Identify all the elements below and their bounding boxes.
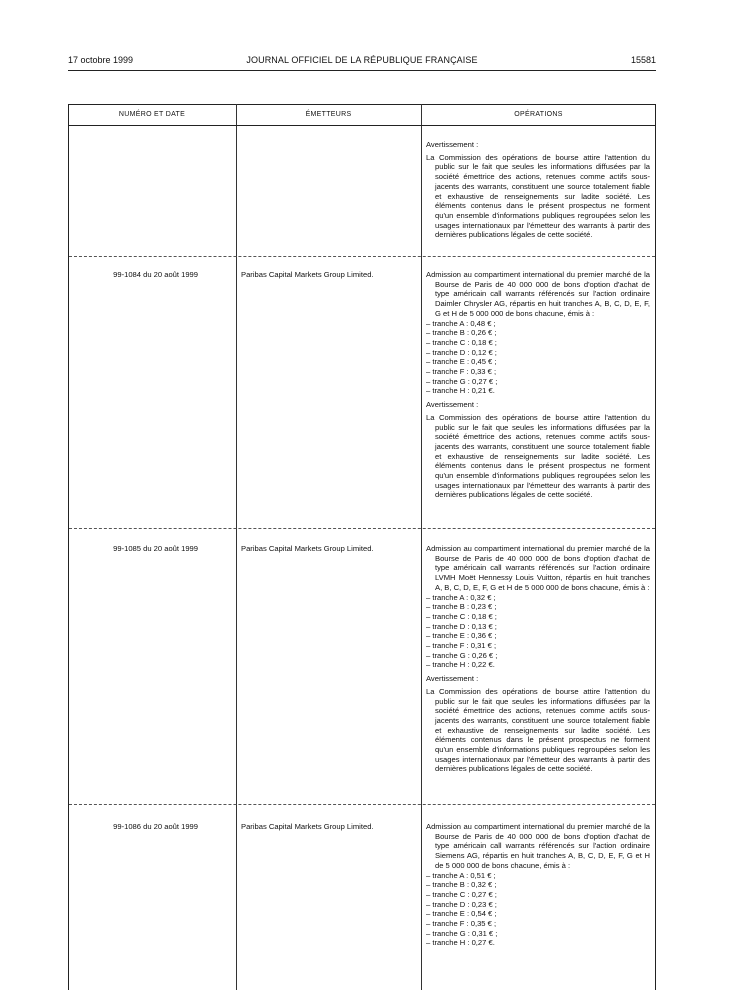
row-issuer: Paribas Capital Markets Group Limited. [241, 544, 374, 553]
column-divider-2 [421, 104, 422, 990]
tranche-item: – tranche C : 0,18 € ; [426, 611, 497, 621]
column-divider-1 [236, 104, 237, 990]
tranche-item: – tranche G : 0,26 € ; [426, 650, 498, 660]
warning-label: Avertissement : [426, 140, 479, 149]
row-operations [426, 544, 650, 774]
admission-text: Admission au compartiment international du premier marché de la Bourse de Paris de 40 000 000 de bons d'option d'achat de type américain call warrants référencés sur l'action ordinaire LVMH Moët Hennessy Louis Vuitton, répartis en huit tranches A, B, C, D, E, F, G et H de 5 000 000 de bons chacune, émis à : [426, 544, 650, 592]
table-header [68, 104, 656, 126]
tranche-item: – tranche G : 0,31 € ; [426, 928, 498, 938]
warning-label: Avertissement : [426, 400, 479, 410]
journal-title: JOURNAL OFFICIEL DE LA RÉPUBLIQUE FRANÇAISE [246, 55, 478, 65]
warning-text: La Commission des opérations de bourse attire l'attention du public sur le fait que seules les informations diffusées par la société émettrice des actions, retenues comme actifs sous-jacents des warrants, constituent une source totalement fiable et exhaustive de renseignements sur ladite société. Les éléments contenus dans le présent prospectus ne forment qu'un ensemble d'informations publiques regroupées selon les usages internationaux par l'émetteur des warrants à partir des dernières publications légales de cette société. [426, 686, 650, 774]
tranche-item: – tranche H : 0,22 €. [426, 660, 495, 670]
tranche-item: – tranche B : 0,32 € ; [426, 880, 497, 890]
column-header-issuers: ÉMETTEURS [305, 111, 352, 118]
column-header-operations: OPÉRATIONS [514, 111, 563, 118]
row-operations [426, 822, 650, 948]
tranche-item: – tranche H : 0,27 €. [426, 938, 495, 948]
tranche-item: – tranche B : 0,23 € ; [426, 602, 497, 612]
tranche-item: – tranche H : 0,21 €. [426, 386, 495, 396]
row-number-date: 99-1086 du 20 août 1999 [113, 822, 198, 831]
row-issuer: Paribas Capital Markets Group Limited. [241, 270, 374, 279]
row-separator [69, 804, 655, 805]
tranche-item: – tranche A : 0,51 € ; [426, 870, 496, 880]
tranche-item: – tranche B : 0,26 € ; [426, 328, 497, 338]
tranche-item: – tranche D : 0,12 € ; [426, 347, 497, 357]
column-header-number-date: NUMÉRO ET DATE [118, 111, 186, 118]
tranche-item: – tranche E : 0,45 € ; [426, 357, 497, 367]
tranche-item: – tranche A : 0,32 € ; [426, 592, 496, 602]
tranche-item: – tranche F : 0,33 € ; [426, 367, 497, 377]
tranche-item: – tranche C : 0,27 € ; [426, 889, 497, 899]
tranche-list [426, 593, 650, 671]
warning-text: La Commission des opérations de bourse attire l'attention du public sur le fait que seules les informations diffusées par la société émettrice des actions, retenues comme actifs sous-jacents des warrants, constituent une source totalement fiable et exhaustive de renseignements sur ladite société. Les éléments contenus dans le présent prospectus ne forment qu'un ensemble d'informations publiques regroupées selon les usages internationaux par l'émetteur des warrants à partir des dernières publications légales de cette société. [426, 152, 650, 240]
admission-text: Admission au compartiment international du premier marché de la Bourse de Paris de 40 000 000 de bons d'option d'achat de type américain call warrants référencés sur l'action ordinaire Daimler Chrysler AG, répartis en huit tranches A, B, C, D, E, F, G et H de 5 000 000 de bons chacune, émis à : [426, 270, 650, 318]
row-separator [69, 528, 655, 529]
tranche-item: – tranche A : 0,48 € ; [426, 318, 496, 328]
header-date: 17 octobre 1999 [68, 55, 134, 65]
warning-text: La Commission des opérations de bourse attire l'attention du public sur le fait que seules les informations diffusées par la société émettrice des actions, retenues comme actifs sous-jacents des warrants, constituent une source totalement fiable et exhaustive de renseignements sur ladite société. Les éléments contenus dans le présent prospectus ne forment qu'un ensemble d'informations publiques regroupées selon les usages internationaux par l'émetteur des warrants à partir des dernières publications légales de cette société. [426, 412, 650, 500]
tranche-item: – tranche E : 0,36 € ; [426, 631, 497, 641]
header-rule [68, 70, 656, 71]
row-number-date: 99-1085 du 20 août 1999 [113, 544, 198, 553]
tranche-list [426, 871, 650, 949]
row-operations [426, 270, 650, 500]
admission-text: Admission au compartiment international du premier marché de la Bourse de Paris de 40 000 000 de bons d'option d'achat de type américain call warrants référencés sur l'action ordinaire Siemens AG, répartis en huit tranches A, B, C, D, E, F, G et H de 5 000 000 de bons chacune, émis à : [426, 822, 650, 870]
row-issuer: Paribas Capital Markets Group Limited. [241, 822, 374, 831]
page-header [68, 54, 656, 68]
warning-label: Avertissement : [426, 674, 479, 684]
tranche-item: – tranche D : 0,13 € ; [426, 621, 497, 631]
tranche-item: – tranche G : 0,27 € ; [426, 376, 498, 386]
row-number-date: 99-1084 du 20 août 1999 [113, 270, 198, 279]
tranche-list [426, 319, 650, 397]
tranche-item: – tranche F : 0,35 € ; [426, 919, 497, 929]
tranche-item: – tranche D : 0,23 € ; [426, 899, 497, 909]
page-number: 15581 [630, 55, 656, 65]
tranche-item: – tranche C : 0,18 € ; [426, 337, 497, 347]
tranche-item: – tranche F : 0,31 € ; [426, 641, 497, 651]
operations-cell-continued [426, 140, 650, 240]
tranche-item: – tranche E : 0,54 € ; [426, 909, 497, 919]
row-separator [69, 256, 655, 257]
